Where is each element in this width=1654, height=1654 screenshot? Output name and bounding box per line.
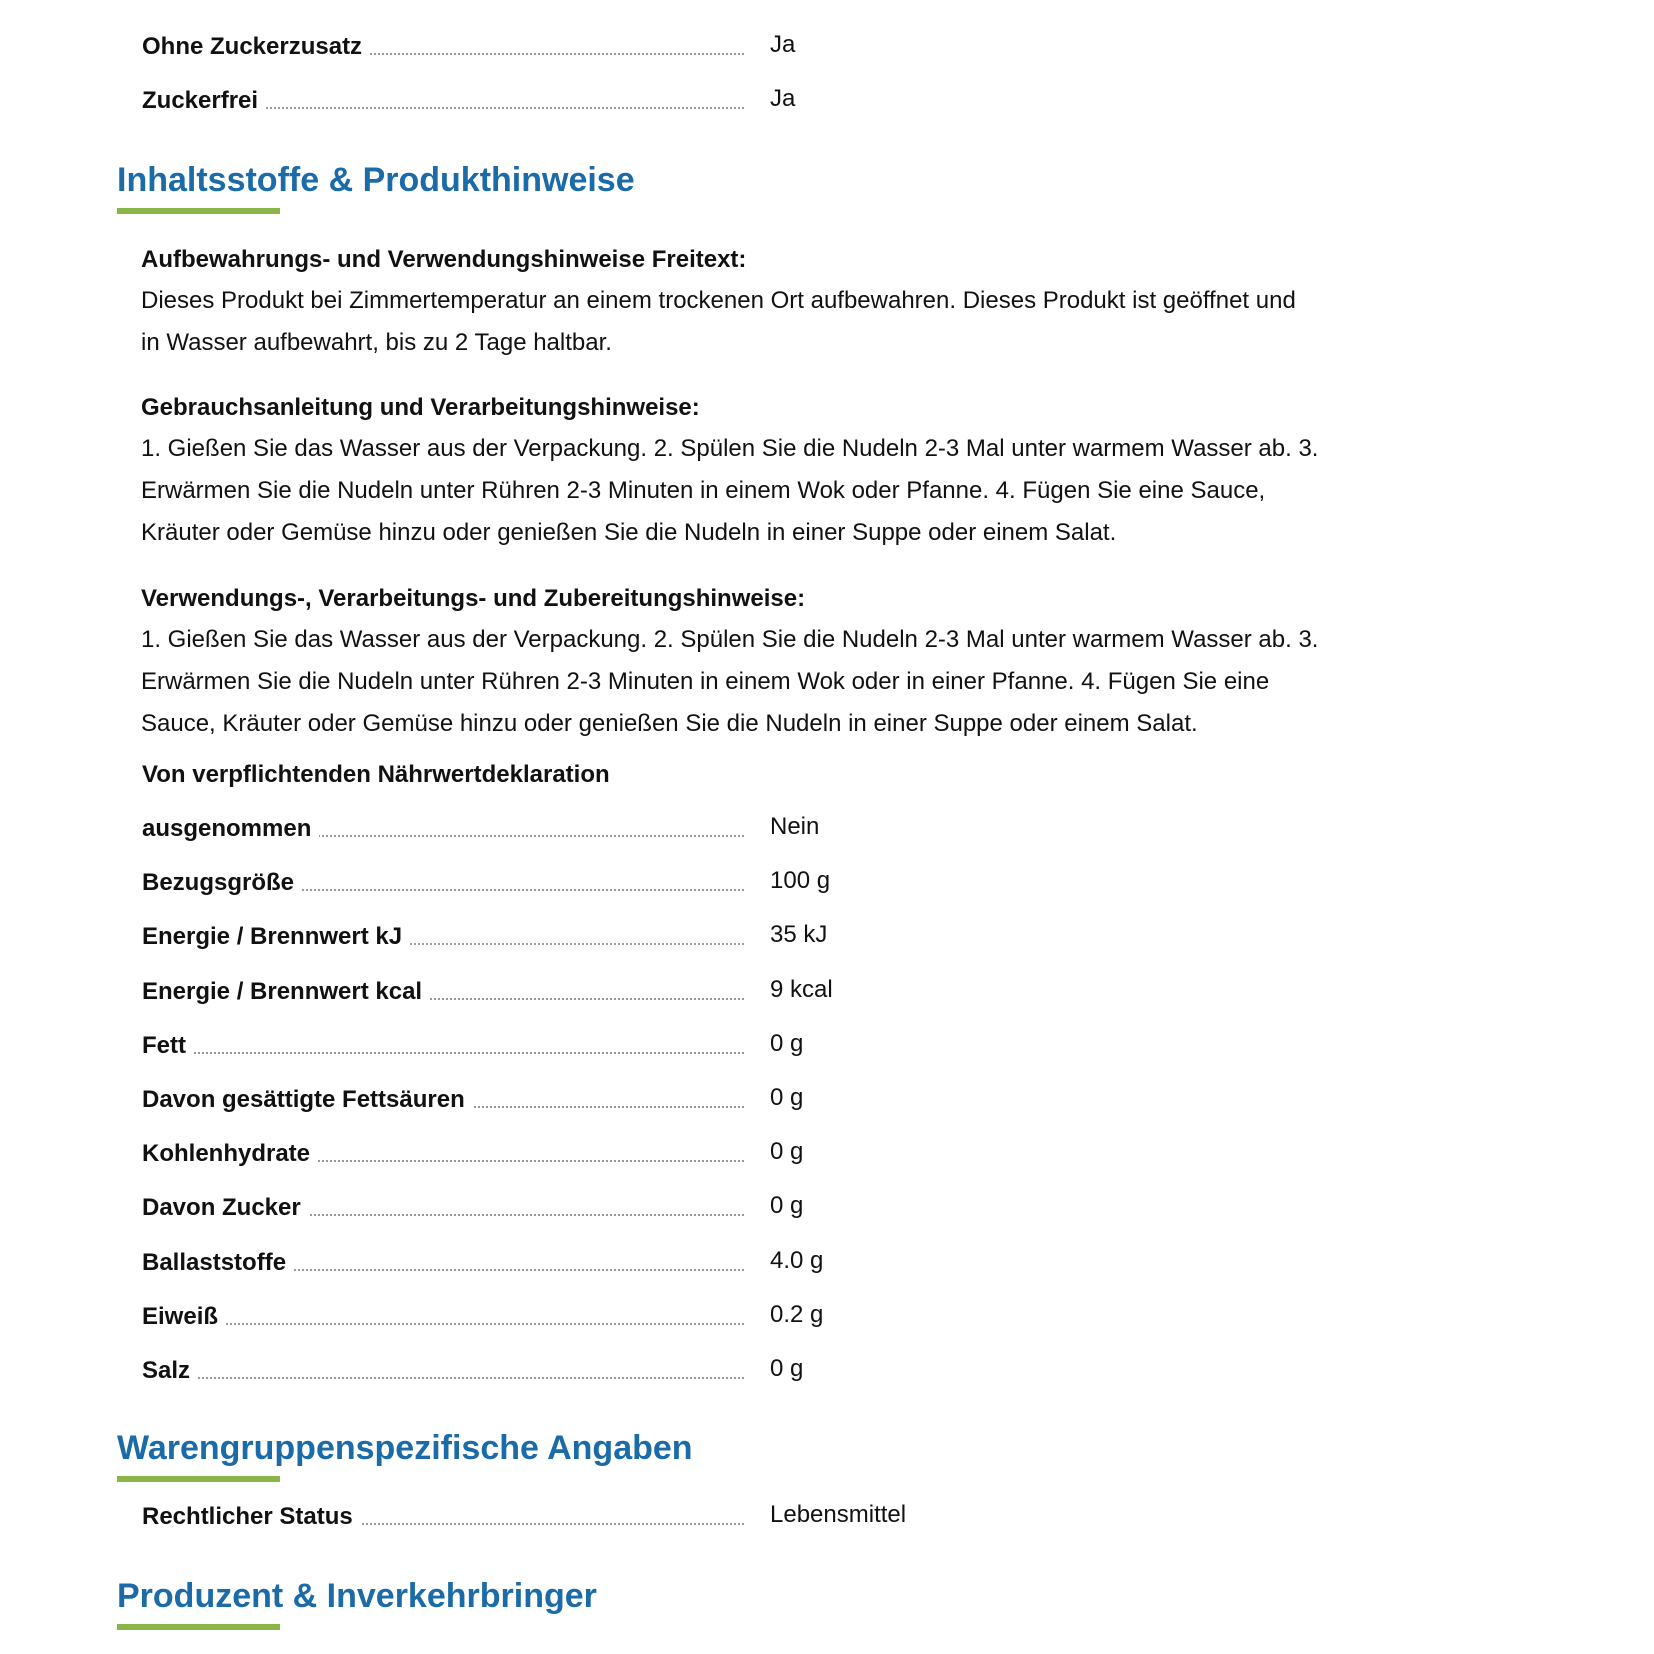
text-line: Erwärmen Sie die Nudeln unter Rühren 2-3 Minuten in einem Wok oder in einer Pfanne. 4. Fügen Sie eine <box>141 668 1270 695</box>
nutrition-row <box>142 1027 1442 1061</box>
spec-label: Zuckerfrei <box>142 86 266 116</box>
dot-leader <box>142 1377 744 1379</box>
nutrition-label: Energie / Brennwert kcal <box>142 977 430 1007</box>
nutrition-row <box>142 1081 1442 1115</box>
nutrition-label: ausgenommen <box>142 814 319 844</box>
dot-leader <box>142 1323 744 1325</box>
nutrition-value: 4.0 g <box>770 1247 824 1274</box>
section-title-ingredients: Inhaltsstoffe & Produkthinweise <box>117 161 635 199</box>
section-underline <box>117 1476 280 1482</box>
usage-text <box>141 428 1391 554</box>
nutrition-value: 100 g <box>770 867 831 894</box>
storage-heading: Aufbewahrungs- und Verwendungshinweise Freitext: <box>141 246 747 273</box>
spec-value: Lebensmittel <box>770 1501 907 1528</box>
usage-heading: Gebrauchsanleitung und Verarbeitungshinweise: <box>141 394 700 421</box>
text-line: Dieses Produkt bei Zimmertemperatur an einem trockenen Ort aufbewahren. Dieses Produkt ist geöffnet und <box>141 287 1296 314</box>
nutrition-value: Nein <box>770 813 820 840</box>
nutrition-label: Salz <box>142 1356 198 1386</box>
preparation-text <box>141 619 1391 745</box>
text-line: Erwärmen Sie die Nudeln unter Rühren 2-3 Minuten in einem Wok oder Pfanne. 4. Fügen Sie eine Sauce, <box>141 477 1266 504</box>
spec-row-sugar-free <box>142 82 1442 116</box>
nutrition-value: 0.2 g <box>770 1301 824 1328</box>
nutrition-label: Davon gesättigte Fettsäuren <box>142 1085 473 1115</box>
spec-label: Ohne Zuckerzusatz <box>142 32 370 62</box>
dot-leader <box>142 1052 744 1054</box>
section-title-producer: Produzent & Inverkehrbringer <box>117 1577 597 1615</box>
nutrition-label: Bezugsgröße <box>142 868 302 898</box>
text-line: Sauce, Kräuter oder Gemüse hinzu oder genießen Sie die Nudeln in einer Suppe oder einem Salat. <box>141 710 1198 737</box>
section-underline <box>117 1624 280 1630</box>
section-underline <box>117 208 280 214</box>
nutrition-value: 0 g <box>770 1192 804 1219</box>
text-line: Kräuter oder Gemüse hinzu oder genießen Sie die Nudeln in einer Suppe oder einem Salat. <box>141 519 1117 546</box>
nutrition-label: Eiweiß <box>142 1302 226 1332</box>
nutrition-label: Davon Zucker <box>142 1193 309 1223</box>
nutrition-value: 9 kcal <box>770 976 833 1003</box>
nutrition-row <box>142 1135 1442 1169</box>
spec-label: Rechtlicher Status <box>142 1502 361 1532</box>
preparation-heading: Verwendungs-, Verarbeitungs- und Zubereitungshinweise: <box>141 585 806 612</box>
section-title-category: Warengruppenspezifische Angaben <box>117 1429 693 1467</box>
text-line: 1. Gießen Sie das Wasser aus der Verpackung. 2. Spülen Sie die Nudeln 2-3 Mal unter warmem Wasser ab. 3. <box>141 435 1319 462</box>
nutrition-row <box>142 1298 1442 1332</box>
text-line: in Wasser aufbewahrt, bis zu 2 Tage haltbar. <box>141 329 612 356</box>
nutrition-label: Energie / Brennwert kJ <box>142 922 410 952</box>
spec-value: Ja <box>770 31 796 58</box>
nutrition-row <box>142 973 1442 1007</box>
nutrition-exemption-label: Von verpflichtenden Nährwertdeklaration <box>142 761 610 788</box>
nutrition-value: 35 kJ <box>770 921 828 948</box>
nutrition-row <box>142 1244 1442 1278</box>
spec-row-legal-status <box>142 1498 1442 1532</box>
text-line: 1. Gießen Sie das Wasser aus der Verpackung. 2. Spülen Sie die Nudeln 2-3 Mal unter warmem Wasser ab. 3. <box>141 626 1319 653</box>
nutrition-row <box>142 918 1442 952</box>
spec-row-no-added-sugar <box>142 28 1442 62</box>
nutrition-value: 0 g <box>770 1030 804 1057</box>
nutrition-row <box>142 864 1442 898</box>
nutrition-row <box>142 1189 1442 1223</box>
nutrition-label: Kohlenhydrate <box>142 1139 318 1169</box>
nutrition-row <box>142 1352 1442 1386</box>
nutrition-label: Fett <box>142 1031 194 1061</box>
nutrition-label: Ballaststoffe <box>142 1248 294 1278</box>
nutrition-value: 0 g <box>770 1355 804 1382</box>
nutrition-value: 0 g <box>770 1084 804 1111</box>
spec-value: Ja <box>770 85 796 112</box>
storage-text <box>141 280 1391 364</box>
nutrition-value: 0 g <box>770 1138 804 1165</box>
nutrition-row <box>142 810 1442 844</box>
